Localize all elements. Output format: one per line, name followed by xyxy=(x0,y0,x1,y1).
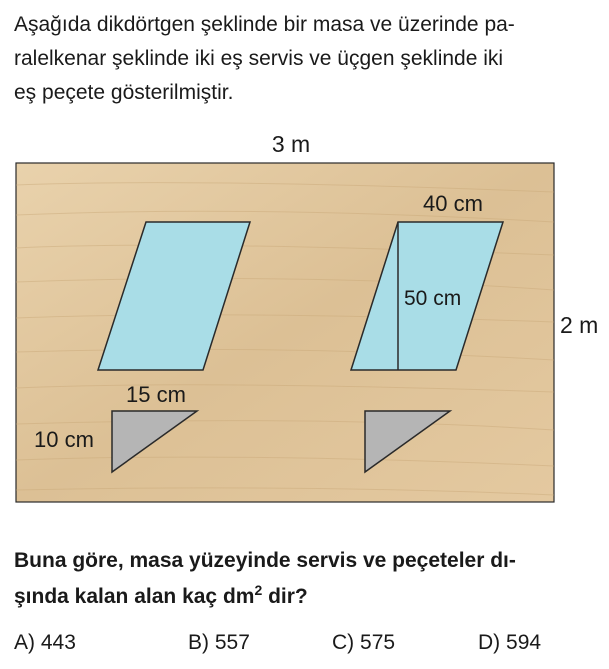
question-line-2-end: dir? xyxy=(262,585,308,608)
choice-d[interactable] xyxy=(478,626,541,660)
triangle-height-label: 10 cm xyxy=(34,427,94,452)
choice-b[interactable] xyxy=(188,626,250,660)
choice-b-value: 557 xyxy=(214,631,250,654)
choice-c-value: 575 xyxy=(360,631,396,654)
intro-line-2: ralelkenar şeklinde iki eş servis ve üçgen şeklinde iki xyxy=(14,47,504,70)
parallelogram-base-label: 40 cm xyxy=(423,191,483,216)
choice-a-value: 443 xyxy=(40,631,76,654)
choice-d-letter: D) xyxy=(478,631,501,654)
question-line-1: Buna göre, masa yüzeyinde servis ve peçeteler dı- xyxy=(14,549,516,572)
answer-choices xyxy=(14,626,604,660)
table-height-label: 2 m xyxy=(560,312,599,338)
choice-a-letter: A) xyxy=(14,631,35,654)
choice-d-value: 594 xyxy=(506,631,542,654)
question-line-2-text: şında kalan alan kaç dm xyxy=(14,585,255,608)
question-text xyxy=(14,543,604,615)
intro-line-1: Aşağıda dikdörtgen şeklinde bir masa ve üzerinde pa- xyxy=(14,13,515,36)
parallelogram-height-label: 50 cm xyxy=(404,287,462,310)
unit-exponent: 2 xyxy=(254,582,263,598)
choice-c[interactable] xyxy=(332,626,395,660)
choice-c-letter: C) xyxy=(332,631,355,654)
question-line-2 xyxy=(14,579,604,615)
intro-line-3: eş peçete gösterilmiştir. xyxy=(14,81,234,104)
triangle-base-label: 15 cm xyxy=(126,382,186,407)
table-width-label: 3 m xyxy=(271,131,311,157)
choice-a[interactable] xyxy=(14,626,76,660)
choice-b-letter: B) xyxy=(188,631,209,654)
